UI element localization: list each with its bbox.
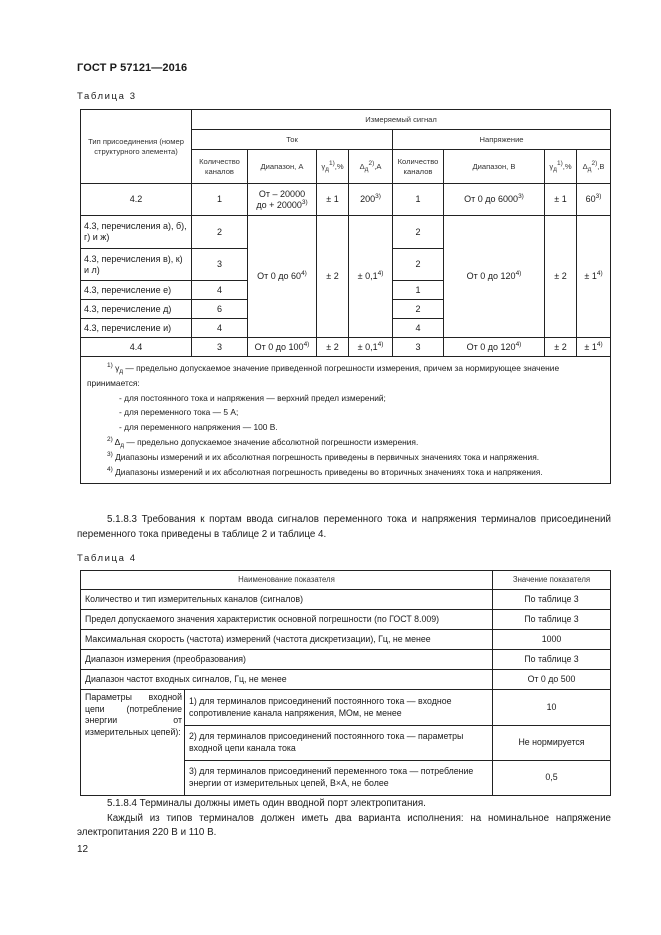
table-4 — [80, 570, 611, 796]
cell-current-gamma: ± 1 — [317, 184, 349, 216]
header-voltage: Напряжение — [393, 130, 611, 150]
cell-name: Диапазон измерения (преобразования) — [81, 650, 493, 670]
cell-voltage-gamma: ± 1 — [545, 184, 577, 216]
cell-current-count: 3 — [192, 249, 248, 281]
cell-voltage-count: 1 — [393, 281, 444, 300]
cell-name: Максимальная скорость (частота) измерений (частота дискретизации), Гц, не менее — [81, 630, 493, 650]
table-row — [81, 590, 611, 610]
note-1: $^{1)}$ $\gamma_д$ — предельно допускаемое значение приведенной погрешности измерения, причем за нормирующее значение принимается: — [87, 362, 560, 388]
table-row — [81, 184, 611, 216]
note-4: $^{4)}$ Диапазоны измерений и их абсолютная погрешность приведены во вторичных значениях тока и напряжения. — [107, 465, 543, 477]
cell-voltage-gamma: ± 2 — [545, 338, 577, 357]
table-notes-row — [81, 357, 611, 484]
cell-type: 4.3, перечисления в), к) и л) — [81, 249, 192, 281]
cell-voltage-range: От 0 до 6000$^{3)}$ — [444, 184, 545, 216]
cell-value: По таблице 3 — [493, 650, 611, 670]
note-1-item: - для переменного напряжения — 100 В. — [119, 422, 278, 433]
cell-type: 4.3, перечисление е) — [81, 281, 192, 300]
cell-name: Количество и тип измерительных каналов (сигналов) — [81, 590, 493, 610]
table-row — [81, 690, 611, 726]
table-row — [81, 216, 611, 249]
header-measured-signal: Измеряемый сигнал — [192, 110, 611, 130]
cell-name: 3) для терминалов присоединений переменного тока — потребление энергии от измерительных цепей, В×А, не более — [185, 761, 493, 796]
cell-current-count: 3 — [192, 338, 248, 357]
cell-current-count: 4 — [192, 281, 248, 300]
cell-current-count: 6 — [192, 300, 248, 319]
cell-voltage-count: 1 — [393, 184, 444, 216]
paragraph-5-1-8-3: 5.1.8.3 Требования к портам ввода сигналов переменного тока и напряжения терминалов присоединений переменного тока приведены в таблице 2 и таблице 4. — [77, 514, 611, 540]
cell-param-group: Параметры входной цепи (потребление энергии от измерительных цепей): — [81, 690, 185, 796]
header-voltage-range: Диапазон, В — [444, 150, 545, 184]
cell-name: Диапазон частот входных сигналов, Гц, не менее — [81, 670, 493, 690]
cell-current-delta: 200$^{3)}$ — [349, 184, 393, 216]
cell-voltage-count: 3 — [393, 338, 444, 357]
note-3: $^{3)}$ Диапазоны измерений и их абсолютная погрешность приведены в первичных значениях тока и напряжения. — [107, 450, 540, 462]
cell-name: 2) для терминалов присоединений постоянного тока — параметры входной цепи канала тока — [185, 726, 493, 761]
cell-name: Предел допускаемого значения характеристик основной погрешности (по ГОСТ 8.009) — [81, 610, 493, 630]
header-indicator-name: Наименование показателя — [81, 571, 493, 590]
header-current-count: Количество каналов — [192, 150, 248, 184]
cell-value: 1000 — [493, 630, 611, 650]
note-1-item: - для переменного тока — 5 А; — [119, 407, 239, 418]
cell-voltage-range-merged: От 0 до 120$^{4)}$ — [444, 216, 545, 338]
cell-current-delta-merged: ± $0,1^{4)}$ — [349, 216, 393, 338]
cell-voltage-count: 2 — [393, 300, 444, 319]
cell-voltage-delta: 60$^{3)}$ — [577, 184, 611, 216]
table-4-caption: Таблица 4 — [77, 553, 137, 564]
cell-voltage-count: 2 — [393, 216, 444, 249]
cell-value: 0,5 — [493, 761, 611, 796]
cell-current-gamma: ± 2 — [317, 338, 349, 357]
table-row — [81, 650, 611, 670]
page-number: 12 — [77, 844, 89, 855]
table-3 — [80, 109, 611, 484]
cell-value: По таблице 3 — [493, 590, 611, 610]
document-header: ГОСТ Р 57121—2016 — [77, 62, 188, 74]
header-current: Ток — [192, 130, 393, 150]
table-3-caption: Таблица 3 — [77, 91, 137, 102]
cell-name: 1) для терминалов присоединений постоянного тока — входное сопротивление канала напряжения, МОм, не менее — [185, 690, 493, 726]
cell-type: 4.2 — [81, 184, 192, 216]
table-row — [81, 338, 611, 357]
cell-type: 4.3, перечисление д) — [81, 300, 192, 319]
cell-voltage-delta-merged: ± $1^{4)}$ — [577, 216, 611, 338]
header-current-gamma: $\gamma_д^{1)},\%$ — [317, 150, 349, 184]
cell-value: По таблице 3 — [493, 610, 611, 630]
cell-type: 4.3, перечисления а), б), г) и ж) — [81, 216, 192, 249]
table-row — [81, 610, 611, 630]
header-voltage-delta: $\Delta_д^{2)},В$ — [577, 150, 611, 184]
note-2: $^{2)}$ $\Delta_д$ — предельно допускаемое значение абсолютной погрешности измерения. — [107, 435, 419, 449]
header-voltage-count: Количество каналов — [393, 150, 444, 184]
header-current-range: Диапазон, А — [248, 150, 317, 184]
cell-current-count: 1 — [192, 184, 248, 216]
cell-type: 4.4 — [81, 338, 192, 357]
cell-current-delta: ± $0,1^{4)}$ — [349, 338, 393, 357]
paragraph-5-1-8-4: 5.1.8.4 Терминалы должны иметь один вводной порт электропитания. Каждый из типов терминалов должен иметь два варианта исполнения: на номинальное напряжение электропитания 220 В и 110 В. — [77, 798, 611, 838]
cell-voltage-range: От 0 до 120$^{4)}$ — [444, 338, 545, 357]
cell-current-range: От – 20000 до + $20000^{3)}$ — [248, 184, 317, 216]
cell-current-count: 2 — [192, 216, 248, 249]
header-indicator-value: Значение показателя — [493, 571, 611, 590]
header-voltage-gamma: $\gamma_д^{1)},\%$ — [545, 150, 577, 184]
cell-voltage-count: 4 — [393, 319, 444, 338]
cell-voltage-delta: ± $1^{4)}$ — [577, 338, 611, 357]
cell-value: Не нормируется — [493, 726, 611, 761]
cell-current-count: 4 — [192, 319, 248, 338]
cell-voltage-gamma-merged: ± 2 — [545, 216, 577, 338]
cell-current-gamma-merged: ± 2 — [317, 216, 349, 338]
cell-value: От 0 до 500 — [493, 670, 611, 690]
table-notes — [81, 357, 611, 484]
note-1-item: - для постоянного тока и напряжения — верхний предел измерений; — [119, 392, 386, 403]
cell-value: 10 — [493, 690, 611, 726]
cell-current-range-merged: От 0 до 60$^{4)}$ — [248, 216, 317, 338]
header-connection-type: Тип присоединения (номер структурного элемента) — [81, 110, 192, 184]
cell-voltage-count: 2 — [393, 249, 444, 281]
cell-current-range: От 0 до 100$^{4)}$ — [248, 338, 317, 357]
table-row — [81, 630, 611, 650]
table-row — [81, 670, 611, 690]
header-current-delta: $\Delta_д^{2)},А$ — [349, 150, 393, 184]
cell-type: 4.3, перечисление и) — [81, 319, 192, 338]
